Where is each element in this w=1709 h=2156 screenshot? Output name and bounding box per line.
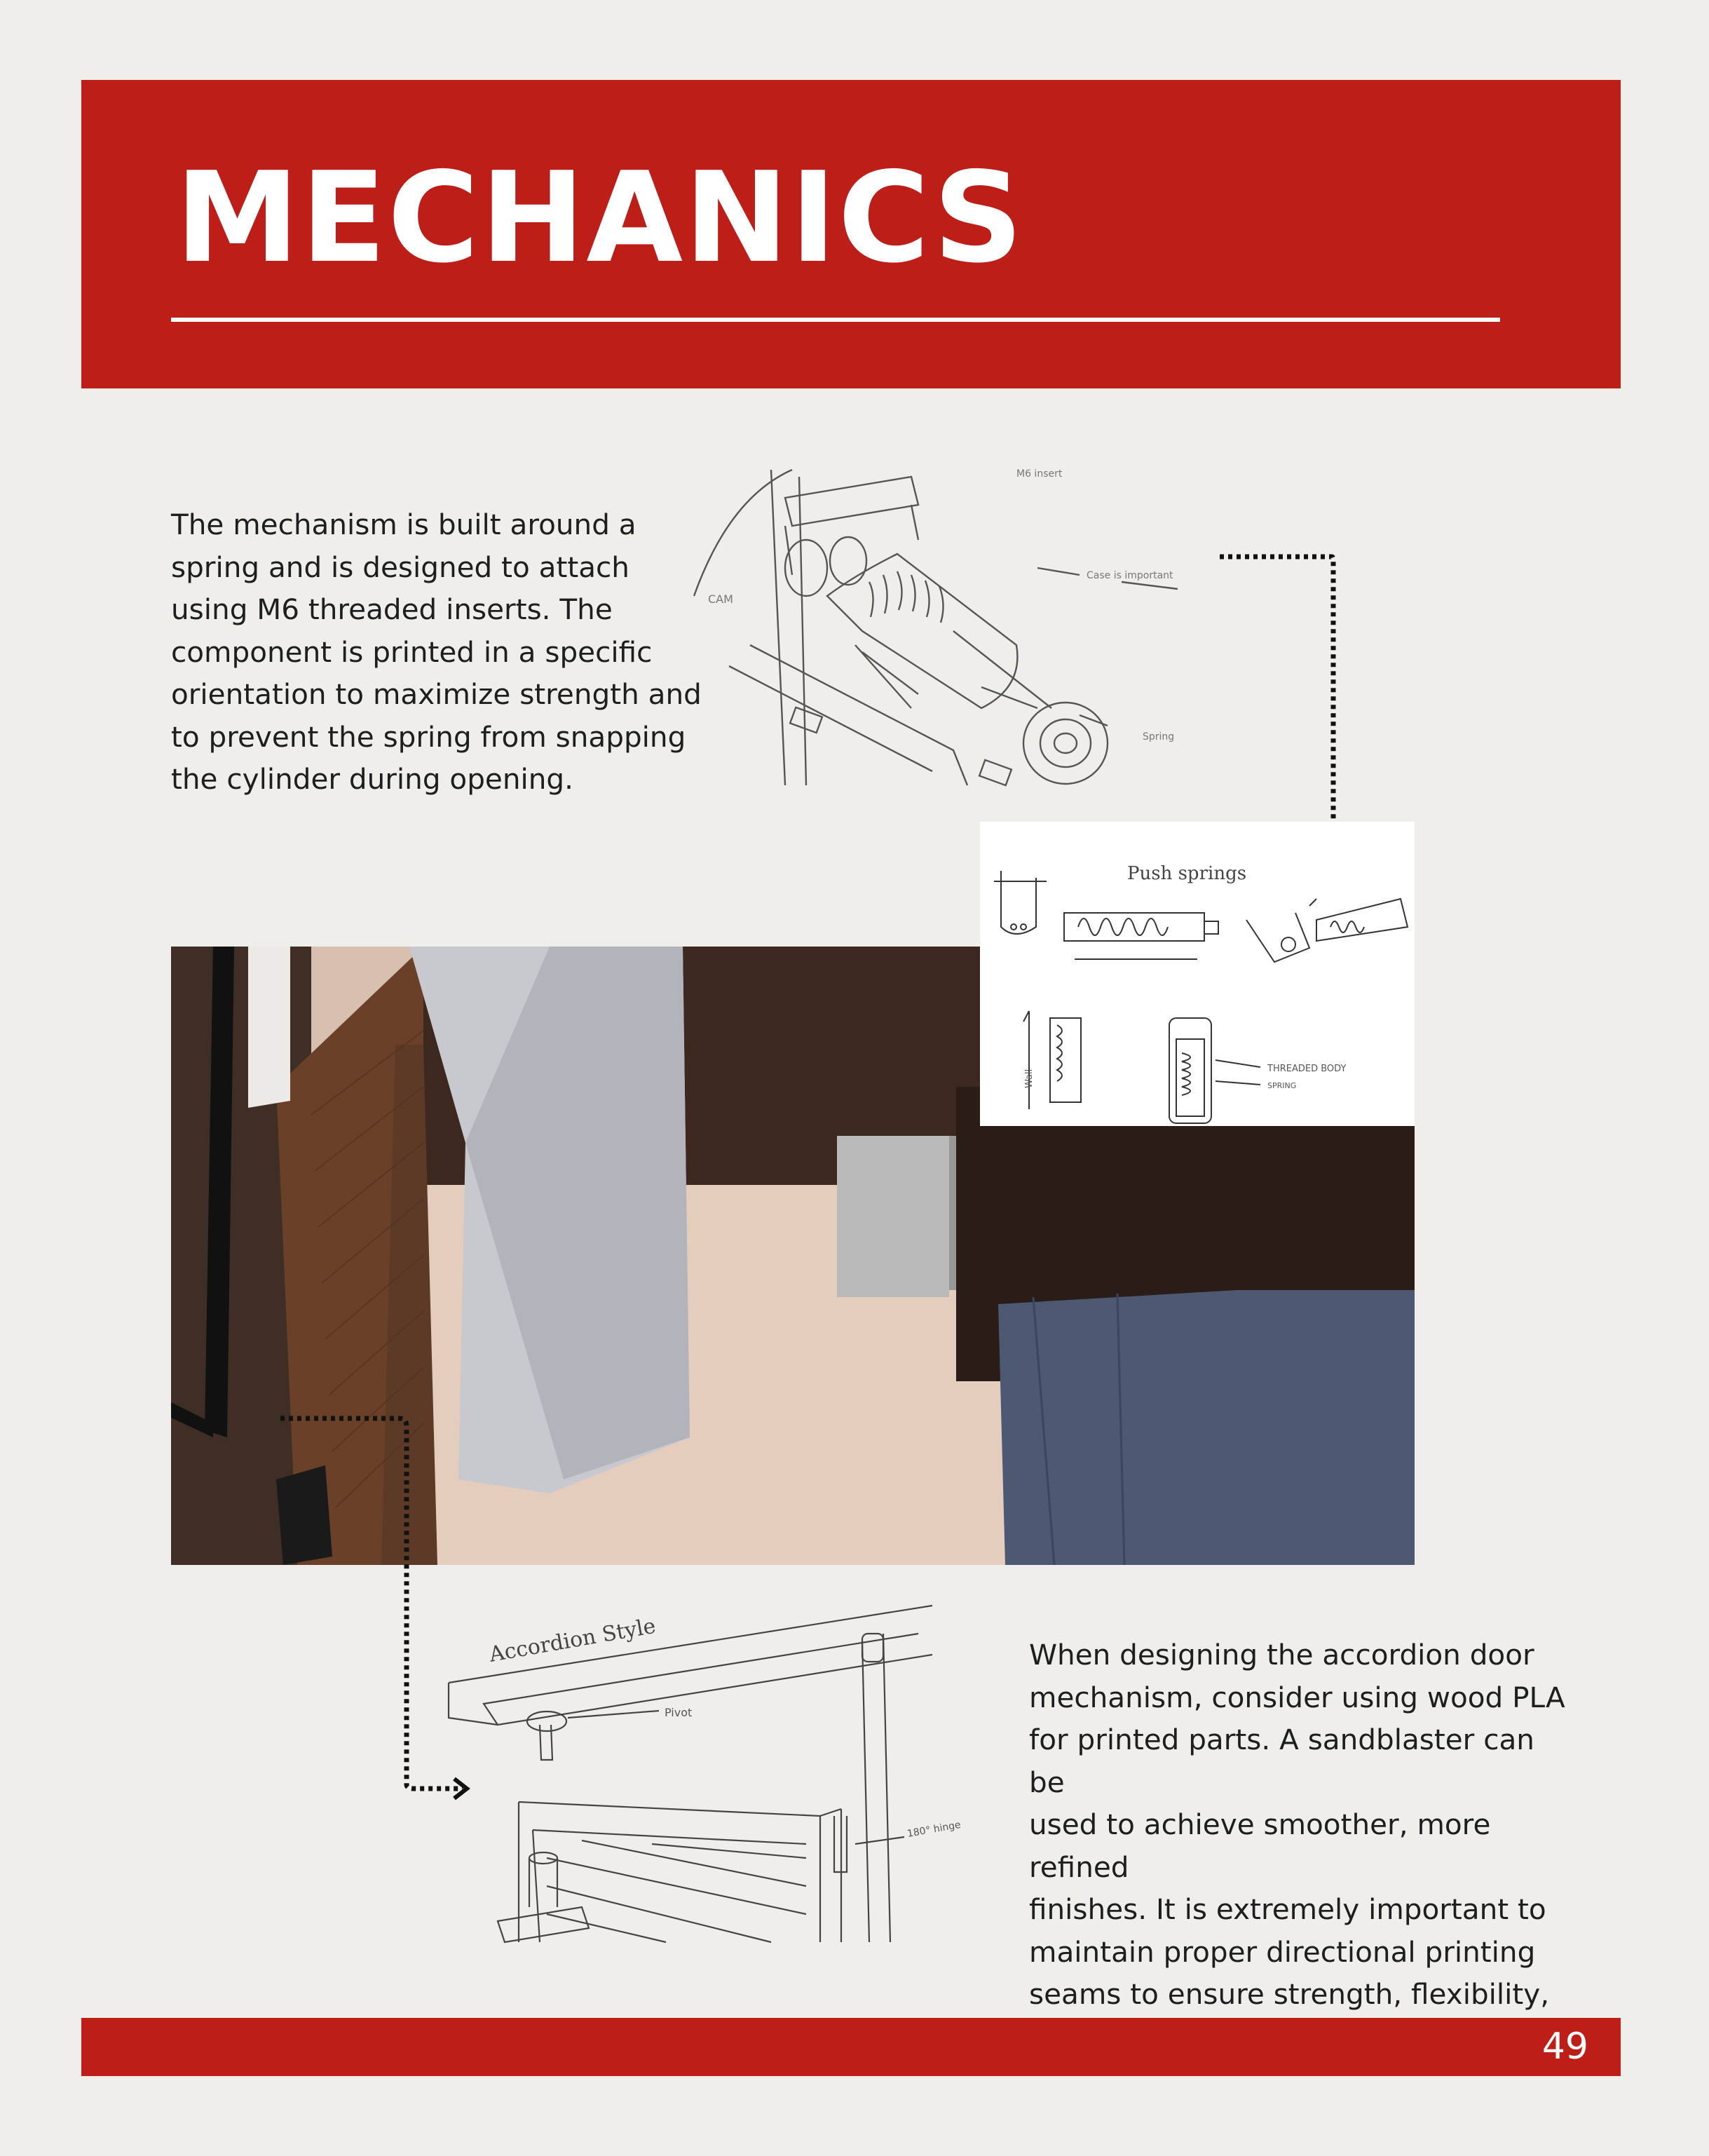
hinge-label: 180° hinge — [906, 1819, 962, 1840]
dotted-connector-arrow — [1213, 547, 1346, 869]
page-number: 49 — [1541, 2026, 1588, 2068]
title-underline — [171, 318, 1500, 322]
footer-band — [81, 2018, 1621, 2076]
push-springs-sketch — [980, 822, 1415, 1126]
spring-mechanism-sketch — [687, 456, 1220, 792]
wall-label: Wall — [1024, 1069, 1035, 1088]
spring-label: SPRING — [1267, 1081, 1297, 1090]
svg-text:Case is important: Case is important — [1087, 570, 1173, 581]
page-title: MECHANICS — [175, 145, 1025, 290]
accordion-style-label: Accordion Style — [487, 1613, 658, 1667]
pivot-label: Pivot — [665, 1706, 693, 1719]
mechanism-paragraph: The mechanism is built around a spring and is designed to attach using M6 threaded inserts. The component is printed in a specific orientation to maximize strength and to prevent the spring from snapping the cylinder during opening. — [171, 508, 702, 796]
svg-text:Spring: Spring — [1143, 731, 1175, 743]
push-springs-label: Push springs — [1127, 863, 1247, 884]
svg-text:CAM: CAM — [708, 592, 733, 606]
threaded-body-label: THREADED BODY — [1267, 1064, 1347, 1074]
accordion-style-sketch — [442, 1592, 962, 1942]
accordion-paragraph: When designing the accordion door mechanism, consider using wood PLA for printed parts. A sandblaster can be used to achieve smoother, more refined finishes. It is extremely important to maintain proper directional printing seams to ensure strength, flexibility, — [1029, 1638, 1565, 2011]
svg-text:M6 insert: M6 insert — [1016, 468, 1063, 480]
